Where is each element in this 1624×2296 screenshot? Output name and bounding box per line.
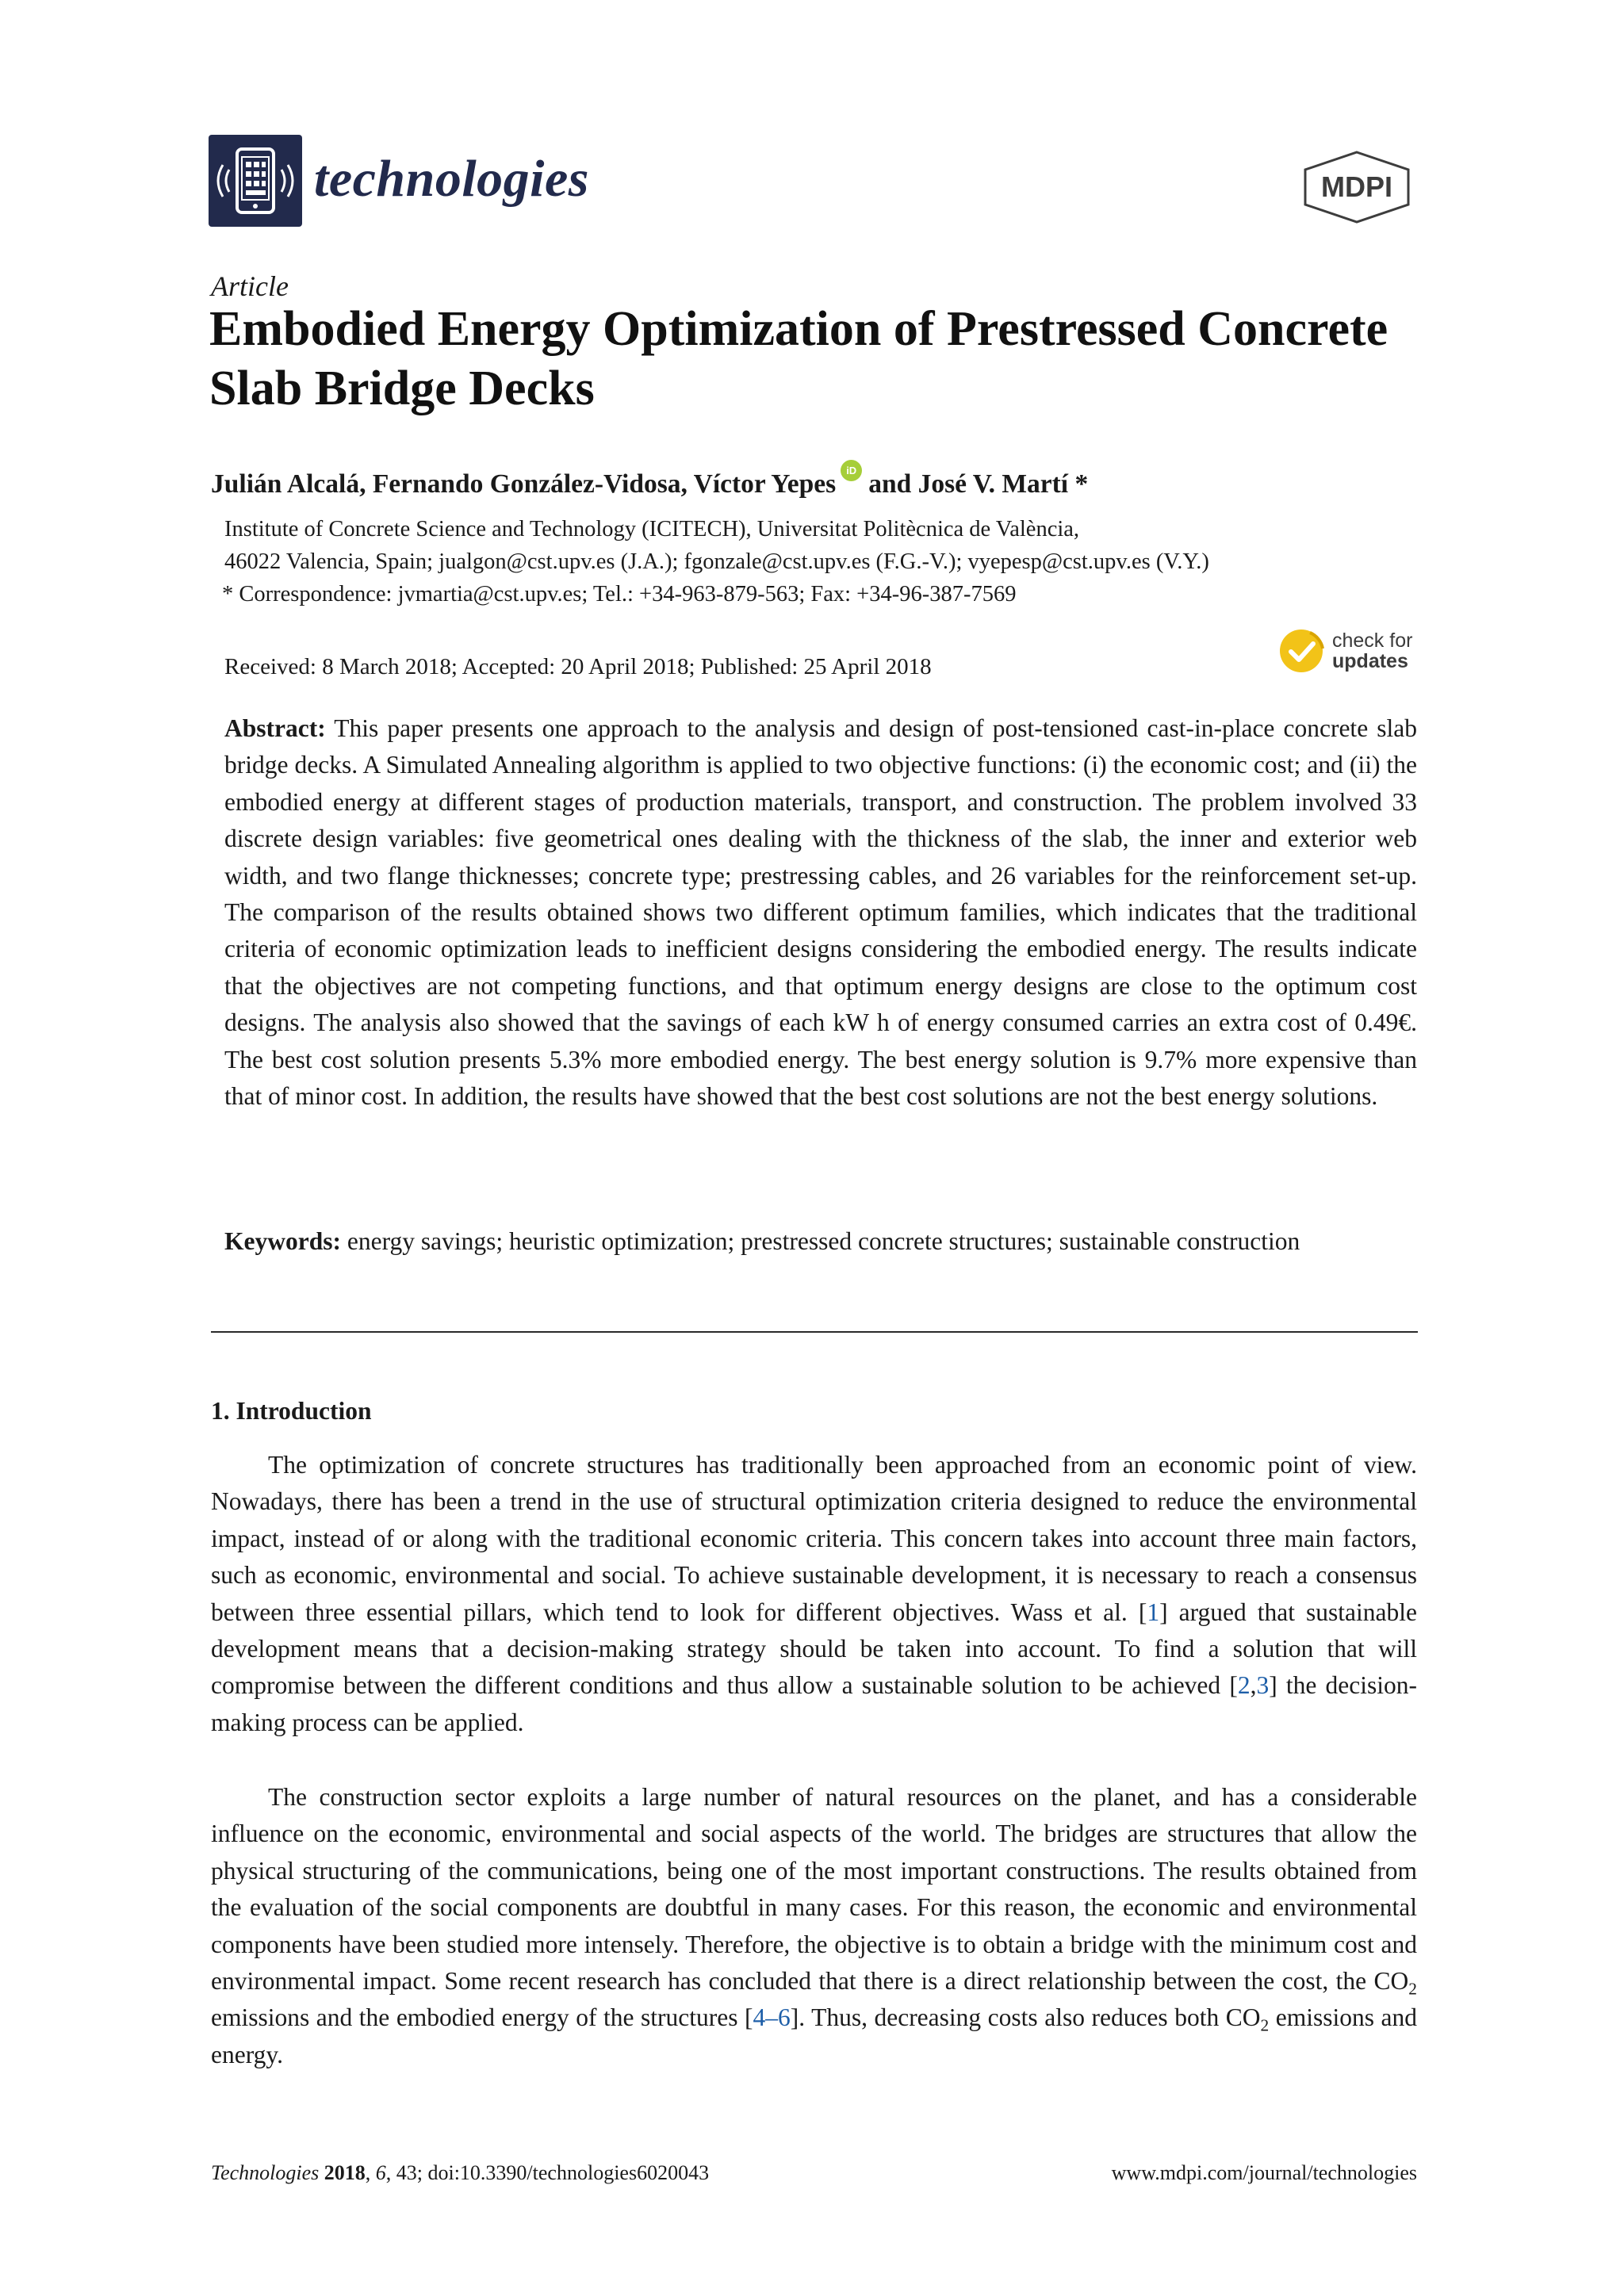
mdpi-logo-text: MDPI	[1321, 170, 1392, 203]
citation-link-4-6[interactable]: 4–6	[753, 2003, 791, 2032]
check-updates-icon	[1278, 628, 1324, 674]
keywords-text: energy savings; heuristic optimization; prestressed concrete structures; sustainable construction	[347, 1227, 1300, 1255]
correspondence: * Correspondence: jvmartia@cst.upv.es; Tel.: +34-963-879-563; Fax: +34-96-387-7569	[222, 582, 1017, 607]
authors-text-2: and José V. Martí *	[868, 469, 1089, 499]
abstract-label: Abstract:	[224, 714, 326, 742]
journal-name: technologies	[314, 150, 589, 208]
citation-link-3[interactable]: 3	[1256, 1671, 1270, 1700]
keywords-label: Keywords:	[224, 1227, 341, 1255]
footer-citation: Technologies 2018, 6, 43; doi:10.3390/technologies6020043	[211, 2161, 710, 2184]
abstract-text: This paper presents one approach to the analysis and design of post-tensioned cast-in-place concrete slab bridge decks. A Simulated Annealing algorithm is applied to two objective functions: (i) the economic cost; and (ii) the embodied energy at different stages of production materials, transport, and construction. The problem involved 33 discrete design variables: five geometrical ones dealing with the thickness of the slab, the inner and exterior web width, and two flange thicknesses; concrete type; prestressing cables, and 26 variables for the reinforcement set-up. The comparison of the results obtained shows two different optimum families, which indicates that the traditional criteria of economic optimization leads to inefficient designs considering the embodied energy. The results indicate that the objectives are not competing functions, and that optimum energy designs are close to the optimum cost designs. The analysis also showed that the savings of each kW h of energy consumed carries an extra cost of 0.49€. The best cost solution presents 5.3% more embodied energy. The best energy solution is 9.7% more expensive than that of minor cost. In addition, the results have showed that the best cost solutions are not the best energy solutions.	[224, 714, 1417, 1111]
publication-dates: Received: 8 March 2018; Accepted: 20 April 2018; Published: 25 April 2018	[224, 654, 932, 679]
affiliation-line-1: Institute of Concrete Science and Technology (ICITECH), Universitat Politècnica de València,	[224, 517, 1080, 541]
citation-link-1[interactable]: 1	[1147, 1598, 1160, 1626]
article-type: Article	[211, 270, 289, 302]
journal-logo-icon	[209, 135, 302, 227]
section-divider	[211, 1331, 1418, 1333]
affiliation-line-2: 46022 Valencia, Spain; jualgon@cst.upv.es (J.A.); fgonzale@cst.upv.es (F.G.-V.); vyepesp@cst.upv.es (V.Y.)	[224, 549, 1209, 574]
intro-paragraph-1: The optimization of concrete structures has traditionally been approached from an economic point of view. Nowadays, there has been a trend in the use of structural optimization criteria designed to reduce the environmental impact, instead of or along with the traditional economic criteria. This concern takes into account three main factors, such as economic, environmental and social. To achieve sustainable development, it is necessary to reach a consensus between three essential pillars, which tend to look for different objectives. Wass et al. [1] argued that sustainable development means that a decision-making strategy should be taken into account. To find a solution that will compromise between the different conditions and thus allow a sustainable solution to be achieved [2,3] the decision-making process can be applied.	[211, 1451, 1418, 1736]
check-updates-label-2: updates	[1332, 650, 1408, 672]
orcid-icon[interactable]: iD	[841, 460, 862, 481]
check-updates-label-1: check for	[1332, 629, 1413, 652]
footer-journal-url[interactable]: www.mdpi.com/journal/technologies	[1111, 2161, 1417, 2184]
authors-text-1: Julián Alcalá, Fernando González-Vidosa, Víctor Yepes	[211, 469, 837, 499]
section-heading-introduction: 1. Introduction	[211, 1397, 372, 1425]
citation-link-2[interactable]: 2	[1237, 1671, 1251, 1700]
keywords	[224, 1223, 1417, 1260]
mdpi-logo-icon	[1297, 149, 1416, 225]
check-for-updates-button[interactable]	[1278, 626, 1421, 677]
author-list	[211, 460, 1088, 502]
article-title: Embodied Energy Optimization of Prestressed Concrete Slab Bridge Decks	[209, 302, 1388, 415]
abstract	[224, 710, 1417, 1115]
intro-paragraph-2: The construction sector exploits a large number of natural resources on the planet, and has a considerable influence on the economic, environmental and social aspects of the world. The bridges are structures that allow the physical structuring of the communications, being one of the most important constructions. The results obtained from the evaluation of the social components are doubtful in many cases. For this reason, the economic and environmental components have been studied more intensely. Therefore, the objective is to obtain a bridge with the minimum cost and environmental impact. Some recent research has concluded that there is a direct relationship between the cost, the $CO_2$ emissions and the embodied energy of the structures [4–6]. Thus, decreasing costs also reduces both $CO_2$ emissions and energy.	[211, 1783, 1418, 2068]
